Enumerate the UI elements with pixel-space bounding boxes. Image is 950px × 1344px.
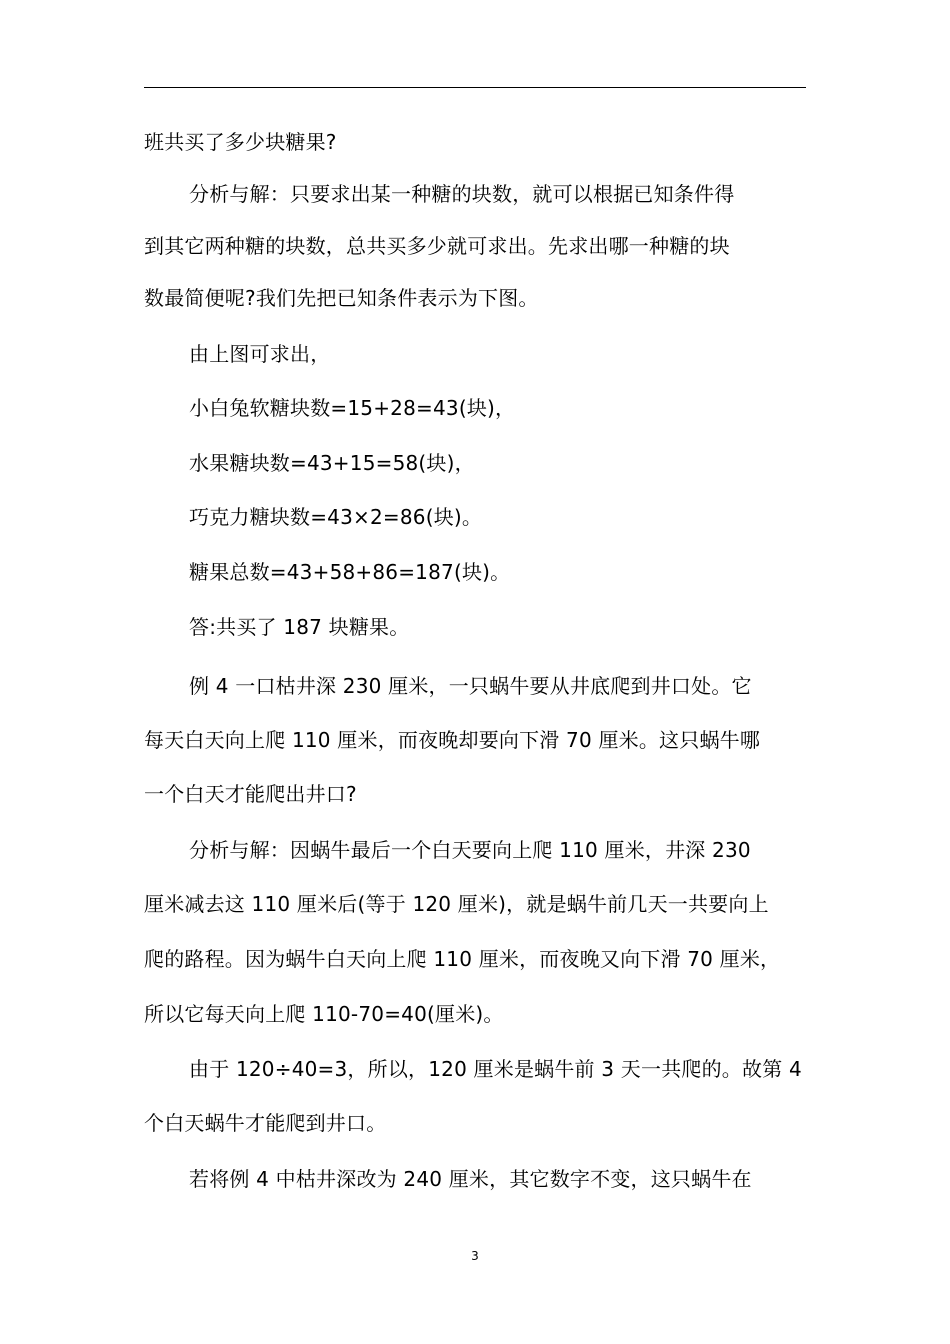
header-rule: [144, 87, 806, 88]
text-line: 厘米减去这 110 厘米后(等于 120 厘米)，就是蜗牛前几天一共要向上: [144, 892, 769, 916]
text-line: 若将例 4 中枯井深改为 240 厘米，其它数字不变，这只蜗牛在: [189, 1167, 752, 1191]
text-line: 一个白天才能爬出井口?: [144, 782, 357, 806]
text-line: 分析与解：只要求出某一种糖的块数，就可以根据已知条件得: [189, 182, 735, 206]
text-line: 班共买了多少块糖果?: [144, 130, 337, 154]
text-line: 到其它两种糖的块数，总共买多少就可求出。先求出哪一种糖的块: [144, 234, 730, 258]
text-line: 个白天蜗牛才能爬到井口。: [144, 1111, 387, 1135]
text-line: 例 4 一口枯井深 230 厘米，一只蜗牛要从井底爬到井口处。它: [189, 674, 752, 698]
text-line: 分析与解：因蜗牛最后一个白天要向上爬 110 厘米，井深 230: [189, 838, 751, 862]
text-line: 小白兔软糖块数=15+28=43(块)，: [189, 396, 516, 420]
text-line: 由上图可求出，: [189, 342, 331, 366]
text-line: 由于 120÷40=3，所以，120 厘米是蜗牛前 3 天一共爬的。故第 4: [189, 1057, 802, 1081]
text-line: 所以它每天向上爬 110-70=40(厘米)。: [144, 1002, 504, 1026]
text-line: 答:共买了 187 块糖果。: [189, 615, 410, 639]
text-line: 糖果总数=43+58+86=187(块)。: [189, 560, 511, 584]
text-line: 水果糖块数=43+15=58(块)，: [189, 451, 475, 475]
page-number: 3: [471, 1249, 479, 1263]
text-line: 爬的路程。因为蜗牛白天向上爬 110 厘米，而夜晚又向下滑 70 厘米，: [144, 947, 781, 971]
text-line: 巧克力糖块数=43×2=86(块)。: [189, 505, 483, 529]
text-line: 数最简便呢?我们先把已知条件表示为下图。: [144, 286, 539, 310]
text-line: 每天白天向上爬 110 厘米，而夜晚却要向下滑 70 厘米。这只蜗牛哪: [144, 728, 761, 752]
